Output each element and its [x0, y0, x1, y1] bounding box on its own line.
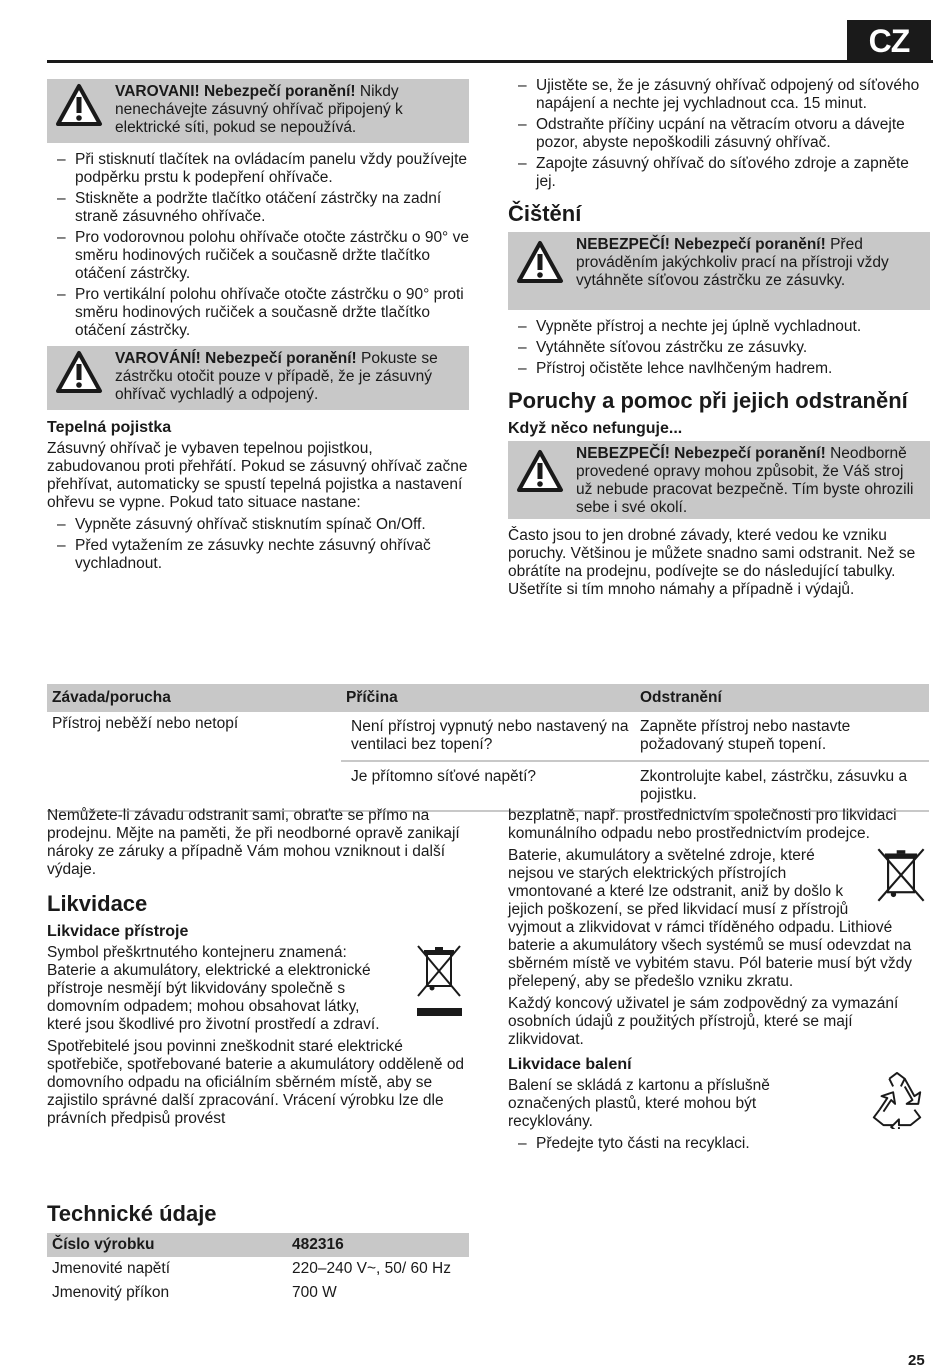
- paragraph: Každý koncový uživatel je sám zodpovědný za vymazání osobních údajů z použitých přístrojů, které se mají zlikvidovat.: [508, 995, 899, 1048]
- table-row: [47, 712, 929, 810]
- paragraph: Často jsou to jen drobné závady, které vedou ke vzniku poruchy. Většinou je můžete snadno sami odstranit. Než se obrátíte na prodejnu, podívejte se do následující tabulky. Ušetříte si tím mnoho námahy a případně i výdajů.: [508, 527, 916, 598]
- table-header: [47, 684, 929, 712]
- warning-icon: [516, 449, 564, 493]
- tech-value: 700 W: [292, 1284, 337, 1301]
- list-item: – Pro vodorovnou polohu ohřívače otočte zástrčku o 90° ve směru hodinových ručiček a současně držte tlačítko otáčení zástrčky.: [57, 229, 469, 282]
- warning-title: VAROVANI! Nebezpečí poranění!: [115, 83, 356, 100]
- warning-title: VAROVÁNÍ! Nebezpečí poranění!: [115, 350, 357, 367]
- list-item: – Odstraňte příčiny ucpání na větracím otvoru a dávejte pozor, abyste nepoškodili zásuvný ohřívač.: [518, 116, 905, 151]
- warning-box: [47, 346, 469, 410]
- warning-title: NEBEZPEČÍ! Nebezpečí poranění!: [576, 445, 826, 462]
- tech-header-row: [47, 1233, 469, 1257]
- disposal-left-column: [47, 807, 469, 1132]
- crossed-bin-icon: [414, 944, 464, 1020]
- tech-label: Jmenovité napětí: [52, 1260, 171, 1277]
- warning-text: Neodborně provedené opravy mohou způsobit, že Váš stroj už nebude pracovat bezpečně. Tím byste ohrozili sebe i své okolí.: [576, 445, 914, 516]
- subsection-heading: Likvidace přístroje: [47, 923, 189, 940]
- fault-table: [47, 684, 929, 812]
- paragraph: Balení se skládá z kartonu a příslušně označených plastů, které mohou být recyklovány.: [508, 1077, 770, 1130]
- subsection-heading: Když něco nefunguje...: [508, 420, 683, 437]
- list-item: – Pro vertikální polohu ohřívače otočte zástrčku o 90° proti směru hodinových ručiček a současně držte tlačítko otáčení zástrčky.: [57, 286, 464, 339]
- left-column: [47, 79, 469, 576]
- table-subrow: [341, 760, 929, 810]
- section-heading: Likvidace: [47, 891, 148, 916]
- header-cell: Závada/porucha: [52, 689, 171, 706]
- tech-label: Číslo výrobku: [52, 1236, 155, 1253]
- paragraph: bezplatně, např. prostřednictvím společnosti pro likvidaci komunálního odpadu nebo prostřednictvím prodejce.: [508, 807, 897, 842]
- list-item: – Vypněte zásuvný ohřívač stisknutím spínač On/Off.: [57, 516, 426, 533]
- header-cell: Odstranění: [640, 689, 722, 706]
- warning-icon: [55, 83, 103, 127]
- crossed-bin-icon: [874, 847, 928, 903]
- list-item: – Stiskněte a podržte tlačítko otáčení zástrčky na zadní straně zásuvného ohřívače.: [57, 190, 442, 225]
- table-subrow: [341, 712, 929, 760]
- warning-box: [47, 79, 469, 143]
- list-item: – Zapojte zásuvný ohřívač do síťového zdroje a zapněte jej.: [518, 155, 909, 190]
- list-item: – Vytáhněte síťovou zástrčku ze zásuvky.: [518, 339, 808, 356]
- warning-icon: [516, 240, 564, 284]
- list-item: – Při stisknutí tlačítek na ovládacím panelu vždy používejte podpěrku prstu k podepření ohřívače.: [57, 151, 468, 186]
- paragraph: Nemůžete-li závadu odstranit sami, obraťte se přímo na prodejnu. Mějte na paměti, že při neodborné opravě zanikají nároky ze záruky a případně Vám mohou vzniknout i další výdaje.: [47, 807, 460, 878]
- paragraph: Zásuvný ohřívač je vybaven tepelnou pojistkou, zabudovanou proti přehřátí. Pokud se zásuvný ohřívač začne přehřívat, automaticky se spustí tepelná pojistka a nastavení ohřevu se vypne. Pokud tato situace nastane:: [47, 440, 468, 511]
- tech-row: [47, 1257, 469, 1281]
- table-cell: Zkontrolujte kabel, zástrčku, zásuvku a pojistku.: [640, 768, 908, 803]
- list-item: – Před vytažením ze zásuvky nechte zásuvný ohřívač vychladnout.: [57, 537, 431, 572]
- warning-text: Před prováděním jakýchkoliv prací na přístroji vždy vytáhněte síťovou zástrčku ze zásuvky.: [576, 236, 889, 289]
- header-cell: Příčina: [346, 689, 398, 706]
- section-heading: Poruchy a pomoc při jejich odstranění: [508, 388, 908, 413]
- page-number: 25: [908, 1352, 925, 1369]
- right-column: [508, 77, 930, 603]
- disposal-right-column: [508, 807, 930, 1156]
- table-cell: Je přítomno síťové napětí?: [351, 768, 537, 785]
- tech-row: [47, 1281, 469, 1305]
- tech-section: [47, 1201, 469, 1305]
- paragraph: Baterie, akumulátory a světelné zdroje, které nejsou ve starých elektrických přístrojích vmontované a které lze odstranit, aniž by došlo k jejich poškození, se před likvidací musí z přístrojů vyjmout a zlikvidovat v rámci tříděného odpadu. Lithiové baterie a akumulátory všech systémů se musí odevzdat na sběrném místě ve vybitém stavu. Pól baterie musí být vždy přelepený, aby se předešlo vzniku zkratu.: [508, 847, 913, 990]
- header-rule: [47, 60, 933, 63]
- section-heading: Čištění: [508, 201, 582, 226]
- warning-title: NEBEZPEČÍ! Nebezpečí poranění!: [576, 236, 826, 253]
- warning-text: Pokuste se zástrčku otočit pouze v případě, že je zásuvný ohřívač vychladlý a odpojený.: [115, 350, 438, 403]
- list-item: – Předejte tyto části na recyklaci.: [518, 1135, 750, 1152]
- table-cell: Není přístroj vypnutý nebo nastavený na ventilaci bez topení?: [351, 718, 629, 753]
- warning-text: Nikdy nenechávejte zásuvný ohřívač připojený k elektrické síti, pokud se nepoužívá.: [115, 83, 403, 136]
- paragraph: Spotřebitelé jsou povinni zneškodnit staré elektrické spotřebiče, spotřebované baterie a akumulátory odděleně od domovního odpadu na oficiálním sběrném místě, aby se zajistilo správné další zpracování. Vrácení výrobku lze dle právních předpisů provést: [47, 1038, 465, 1127]
- tech-value: 220–240 V~, 50/ 60 Hz: [292, 1260, 451, 1277]
- paragraph: Symbol přeškrtnutého kontejneru znamená: Baterie a akumulátory, elektrické a elektronické přístroje nesmějí být likvidovány společně s domovním odpadem; mohou obsahovat látky, které jsou škodlivé pro životní prostředí a zdraví.: [47, 944, 380, 1033]
- language-tab: CZ: [847, 20, 931, 62]
- warning-icon: [55, 350, 103, 394]
- section-heading: Tepelná pojistka: [47, 419, 172, 436]
- warning-box: [508, 441, 930, 519]
- list-item: – Ujistěte se, že je zásuvný ohřívač odpojený od síťového napájení a nechte jej vychladnout cca. 15 minut.: [518, 77, 920, 112]
- list-item: – Vypněte přístroj a nechte jej úplně vychladnout.: [518, 318, 862, 335]
- table-cell: Zapněte přístroj nebo nastavte požadovaný stupeň topení.: [640, 718, 851, 753]
- tech-value: 482316: [292, 1236, 344, 1253]
- table-cell: Přístroj neběží nebo netopí: [52, 715, 239, 732]
- recycle-icon: [866, 1071, 928, 1129]
- subsection-heading: Likvidace balení: [508, 1056, 632, 1073]
- list-item: – Přístroj očistěte lehce navlhčeným hadrem.: [518, 360, 833, 377]
- warning-box: [508, 232, 930, 310]
- section-heading: Technické údaje: [47, 1201, 217, 1226]
- tech-label: Jmenovitý příkon: [52, 1284, 170, 1301]
